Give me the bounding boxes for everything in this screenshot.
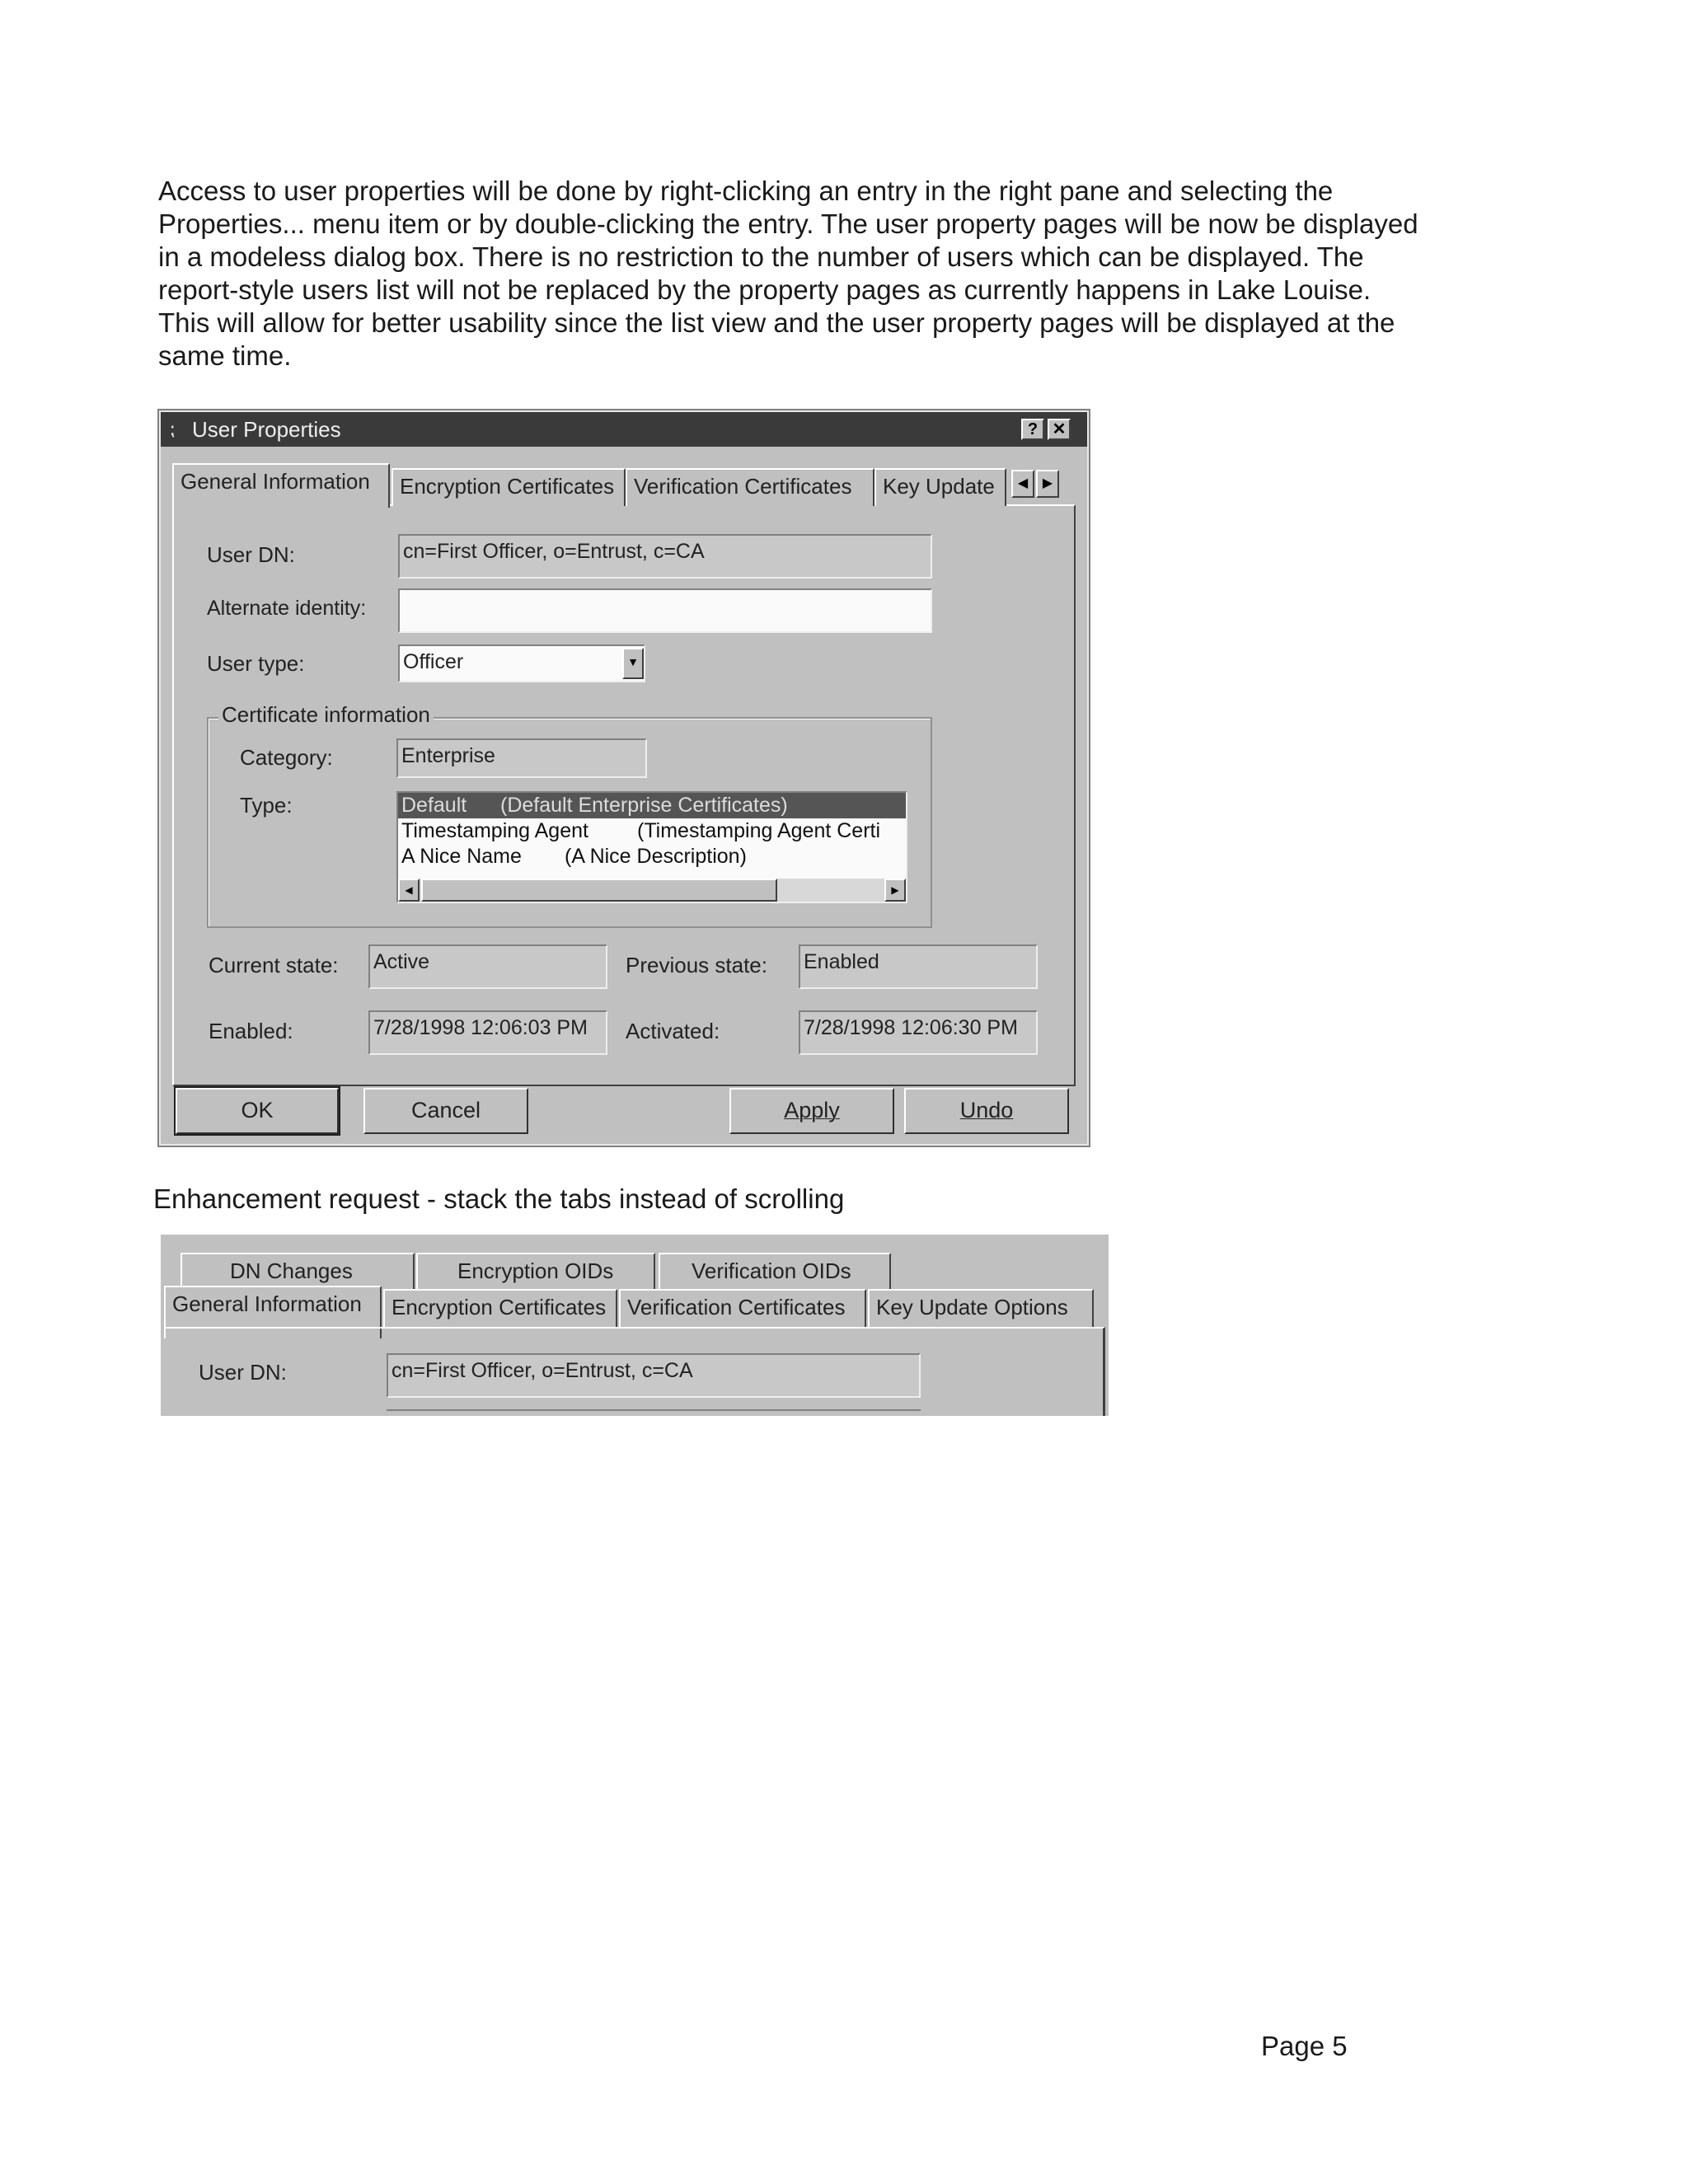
paragraph-line: same time. <box>158 340 292 371</box>
paragraph-line: Access to user properties will be done by right-clicking an entry in the right pane and selecting the <box>158 176 1334 206</box>
tab-encryption-oids[interactable]: Encryption OIDs <box>416 1253 655 1291</box>
activated-label: Activated: <box>626 1019 720 1043</box>
enhancement-heading: Enhancement request - stack the tabs instead of scrolling <box>153 1183 845 1214</box>
tab-general-information[interactable]: General Information <box>164 1286 382 1338</box>
tab-general-information[interactable]: General Information <box>172 463 390 508</box>
category-field[interactable]: Enterprise <box>396 738 647 778</box>
intro-paragraph <box>158 175 1477 373</box>
tab-verification-oids[interactable]: Verification OIDs <box>659 1253 891 1291</box>
user-type-select[interactable]: Officer <box>398 644 645 682</box>
tab-scroll-right-icon[interactable]: ▶ <box>1036 470 1059 498</box>
tab-verification-certificates[interactable]: Verification Certificates <box>619 1289 866 1327</box>
next-field-edge <box>387 1409 921 1416</box>
previous-state-field[interactable]: Enabled <box>799 944 1038 989</box>
chevron-down-icon[interactable]: ▼ <box>622 648 644 679</box>
horizontal-scrollbar[interactable] <box>398 879 906 902</box>
type-listbox[interactable] <box>396 791 907 903</box>
tab-encryption-certificates[interactable]: Encryption Certificates <box>383 1289 617 1327</box>
tab-key-update[interactable]: Key Update <box>874 468 1006 506</box>
previous-state-label: Previous state: <box>626 953 767 977</box>
dialog-title: User Properties <box>192 417 341 442</box>
current-state-label: Current state: <box>209 953 339 977</box>
apply-button[interactable]: Apply <box>729 1088 894 1134</box>
paragraph-line: Properties... menu item or by double-clicking the entry. The user property pages will be now be displayed <box>158 209 1418 239</box>
ok-button[interactable]: OK <box>176 1088 339 1134</box>
cancel-button[interactable]: Cancel <box>363 1088 528 1134</box>
scroll-right-icon[interactable]: ▶ <box>884 879 906 902</box>
list-item[interactable]: A Nice Name (A Nice Description) <box>401 845 747 868</box>
enabled-label: Enabled: <box>209 1019 293 1043</box>
close-button[interactable]: ✕ <box>1048 419 1071 440</box>
category-label: Category: <box>240 745 333 770</box>
tab-verification-certificates[interactable]: Verification Certificates <box>626 468 874 506</box>
user-dn-label: User DN: <box>199 1360 287 1385</box>
activated-field[interactable]: 7/28/1998 12:06:30 PM <box>799 1010 1038 1055</box>
alternate-identity-label: Alternate identity: <box>207 597 367 620</box>
page-number: Page 5 <box>1261 2031 1348 2061</box>
scroll-left-icon[interactable]: ◀ <box>398 879 420 902</box>
paragraph-line: report-style users list will not be replaced by the property pages as currently happens in Lake Louise. <box>158 274 1372 305</box>
paragraph-line: This will allow for better usability since the list view and the user property pages will be displayed at the <box>158 307 1395 338</box>
user-type-label: User type: <box>207 651 305 676</box>
alternate-identity-input[interactable] <box>398 588 932 633</box>
type-label: Type: <box>240 793 293 818</box>
tab-scroll-left-icon[interactable]: ◀ <box>1011 470 1034 498</box>
undo-button[interactable]: Undo <box>904 1088 1069 1134</box>
user-properties-dialog <box>159 410 1089 1146</box>
tab-key-update-options[interactable]: Key Update Options <box>868 1289 1094 1327</box>
user-dn-field[interactable]: cn=First Officer, o=Entrust, c=CA <box>398 534 932 579</box>
tab-dn-changes[interactable]: DN Changes <box>181 1253 415 1291</box>
tab-encryption-certificates[interactable]: Encryption Certificates <box>392 468 626 506</box>
certificate-info-legend: Certificate information <box>218 702 434 728</box>
current-state-field[interactable]: Active <box>368 944 607 989</box>
enabled-field[interactable]: 7/28/1998 12:06:03 PM <box>368 1010 607 1055</box>
paragraph-line: in a modeless dialog box. There is no restriction to the number of users which can be displayed. The <box>158 241 1364 272</box>
help-button[interactable]: ? <box>1021 419 1044 440</box>
user-dn-label: User DN: <box>207 542 295 567</box>
stacked-tabs-mockup <box>161 1235 1109 1416</box>
dialog-titlebar <box>161 412 1087 447</box>
app-icon: ⁏ <box>169 419 176 439</box>
scroll-thumb[interactable] <box>421 879 777 902</box>
list-item[interactable]: Default (Default Enterprise Certificates) <box>398 793 906 818</box>
list-item[interactable]: Timestamping Agent (Timestamping Agent Certi <box>401 819 881 842</box>
user-dn-field[interactable]: cn=First Officer, o=Entrust, c=CA <box>387 1353 921 1398</box>
